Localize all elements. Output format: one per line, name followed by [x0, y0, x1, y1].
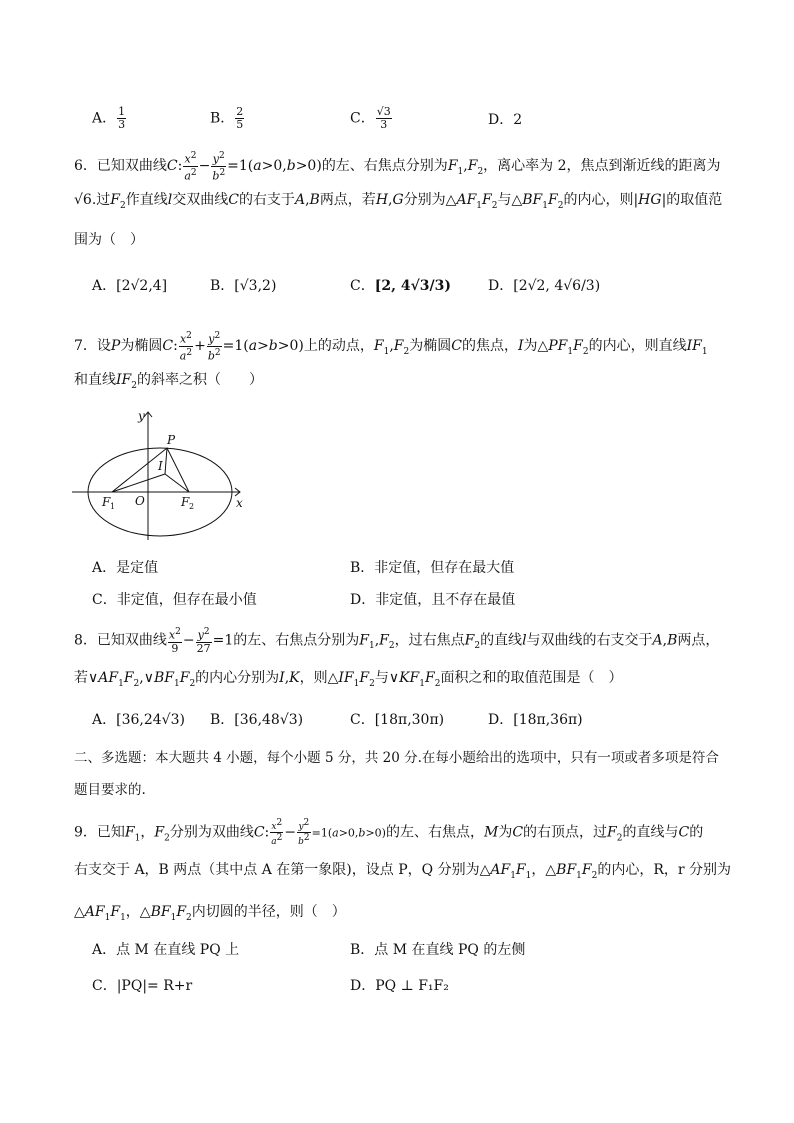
q5-b-denominator: 5 [236, 118, 244, 131]
q8-line-2: 若$\vee AF_1F_2,\vee BF_1F_2$的内心分别为I,K，则$\triangle IF_1F_2$与$\vee KF_1F_2$面积之和的取值范围是（ ） [74, 670, 623, 689]
q7-text-c: 上的动点， [303, 338, 374, 355]
q8-option-c-label: C． [350, 712, 375, 728]
q9-line-3: $\triangle AF_1F_1$，$\triangle BF_1F_2$内切圆的半径，则（ ） [74, 904, 346, 923]
q7-option-c[interactable]: C．非定值，但存在最小值 [92, 592, 257, 608]
ellipse-figure [72, 408, 252, 543]
q5-option-b-fraction [235, 106, 244, 131]
label-f1: F [102, 495, 111, 509]
q9-line-1: 9．已知$F_1$，$F_2$分别为双曲线C: $\frac{x^2}{a^2}$ − $\frac{y^2}{b^2}$ =1(a>0,b>0)的左、右焦点，M为C的右顶点，过$F_2$的直线与C的 [74, 818, 704, 847]
q6-option-c-value: [2, 4√3/3) [374, 278, 451, 294]
q9-text-e: 为 [498, 824, 513, 841]
q5-option-d[interactable]: D．2 [488, 112, 523, 128]
q6-option-d[interactable] [488, 276, 600, 296]
q6-text-j: 的取值范 [666, 192, 723, 208]
q6-distance-value: √6 [74, 192, 92, 208]
q8-option-a-label: A． [92, 712, 117, 728]
label-p: P [167, 433, 176, 447]
q6-text-f: 两点，若 [319, 192, 376, 208]
triangle-pf1f2 [112, 448, 189, 492]
q7-text-d: 为椭圆 [409, 338, 452, 355]
q7-text-h: 和直线 [74, 372, 116, 388]
q6-option-b-label: B． [210, 278, 235, 294]
q8-option-d[interactable] [488, 710, 583, 730]
q8-option-a-value: [36,24√3) [116, 712, 185, 728]
segment-f1-i [112, 474, 165, 492]
q6-text-i: 的内心，则 [563, 192, 634, 208]
q5-c-numerator: √3 [376, 105, 391, 118]
label-x: x [236, 496, 243, 510]
label-y: y [138, 409, 145, 423]
q6-text-c: 作直线 [125, 192, 168, 208]
q8-text-c: ，过右焦点 [394, 632, 465, 649]
segment-i-p [165, 448, 167, 474]
q6-intro: 6．已知双曲线 [74, 158, 167, 175]
q9-option-a[interactable]: A．点 M 在直线 PQ 上 [92, 942, 240, 958]
q9-text-j: ， [531, 862, 546, 878]
q8-text-b: 的左、右焦点分别为 [233, 632, 360, 649]
q9-text-g: 的直线与 [622, 824, 679, 841]
q8-text-g: 若 [74, 670, 88, 686]
q7-text-f: 为 [523, 338, 538, 355]
q7-line-2: 和直线$IF_2$的斜率之积（ ） [74, 372, 263, 391]
q6-text-b: .过 [91, 192, 111, 208]
q5-option-a-fraction [117, 106, 126, 131]
q8-text-a: 8．已知双曲线 [74, 632, 167, 649]
q6-option-a-value: [2√2,4] [116, 278, 168, 294]
q9-text-b: ， [140, 824, 155, 841]
q8-option-d-value: [18π,36π) [513, 712, 583, 728]
q8-text-f: 两点， [677, 632, 720, 649]
q9-text-k: 的内心，R，r 分别为 [597, 862, 732, 878]
q7-text-i: 的斜率之积（ ） [136, 372, 263, 388]
q9-option-b[interactable]: B．点 M 在直线 PQ 的左侧 [350, 942, 526, 958]
q6-eccentricity-text: ，离心率为 2，焦点到渐近线的距离为 [483, 158, 721, 175]
q8-line-1: 8．已知双曲线 $\frac{x^2}{9}$ − $\frac{y^2}{27}$ =1的左、右焦点分别为$F_1,F_2$，过右焦点$F_2$的直线l与双曲线的右支交于A,B两点， [74, 627, 720, 655]
q8-option-b-value: [36,48√3) [234, 712, 304, 728]
q6-option-b[interactable] [210, 276, 276, 296]
q5-option-a-label: A． [92, 110, 117, 127]
q7-option-b[interactable]: B．非定值，但存在最大值 [350, 560, 515, 576]
q5-option-c-fraction [376, 106, 392, 131]
label-f2: F [181, 495, 190, 509]
q8-text-d: 的直线 [480, 632, 523, 649]
q5-option-b-label: B． [210, 110, 235, 127]
label-i: I [158, 459, 163, 473]
q5-a-numerator: 1 [118, 105, 126, 118]
q9-text-l: ， [125, 904, 140, 920]
q6-line-3: 围为（ ） [74, 232, 144, 248]
q6-line-1: 6．已知双曲线C: $\frac{x^2}{a^2}$ − $\frac{y^2}{b^2}$ =1(a>0,b>0)的左、右焦点分别为$F_1,F_2$，离心率为 2，焦点到渐近线的距离为 [74, 151, 721, 183]
section-2-heading-cont: 题目要求的. [74, 782, 146, 798]
q9-option-c[interactable]: C．|PQ|= R+r [92, 978, 193, 994]
q7-line-1: 7．设P为椭圆C: $\frac{x^2}{a^2}$ + $\frac{y^2}{b^2}$ =1(a>b>0)上的动点，$F_1,F_2$为椭圆C的焦点，I为$\triangle PF_1F_2$的内心，则直线$IF_1$ [74, 331, 708, 363]
q9-option-d[interactable]: D．PQ ⊥ F₁F₂ [350, 978, 449, 994]
q6-line-2: √6.过$F_2$作直线l交双曲线C的右支于A,B两点，若H,G分别为$\triangle AF_1F_2$与$\triangle BF_1F_2$的内心，则|HG|的取值范 [74, 192, 723, 211]
q6-option-a[interactable] [92, 276, 167, 296]
q6-text-d: 交双曲线 [172, 192, 229, 208]
q9-text-h: 的 [689, 824, 704, 841]
q7-option-d[interactable]: D．非定值，且不存在最值 [350, 592, 516, 608]
q9-text-d: 的左、右焦点， [385, 824, 484, 841]
segment-i-f2 [165, 474, 189, 492]
q7-text-b: 为椭圆 [120, 338, 163, 355]
q5-option-b[interactable] [210, 106, 245, 131]
label-o: O [135, 494, 145, 508]
q6-option-b-value: [√3,2) [234, 278, 277, 294]
q7-option-a[interactable]: A．是定值 [92, 560, 159, 576]
q5-a-denominator: 3 [118, 118, 126, 131]
q6-text-e: 的右支于 [238, 192, 295, 208]
section-2-heading: 二、多选题：本大题共 4 小题，每个小题 5 分，共 20 分.在每小题给出的选项中，只有一项或者多项是符合 [74, 750, 719, 766]
q8-option-c-value: [18π,30π) [374, 712, 445, 728]
q8-option-c[interactable] [350, 710, 444, 730]
q8-option-a[interactable] [92, 710, 185, 730]
q6-option-a-label: A． [92, 278, 117, 294]
q7-text-a: 7．设 [74, 338, 111, 355]
q6-text-g: 分别为 [403, 192, 446, 208]
q6-option-d-value: [2√2, 4√6/3) [513, 278, 601, 294]
label-f2-sub: 2 [189, 502, 195, 511]
q5-option-a[interactable] [92, 106, 127, 131]
q8-text-j: 面积之和的取值范围是（ ） [440, 670, 623, 686]
q5-option-c[interactable] [350, 106, 393, 131]
q6-foci-text: 的左、右焦点分别为 [321, 158, 448, 175]
q6-option-d-label: D． [488, 278, 514, 294]
q9-text-a: 9．已知 [74, 824, 125, 841]
q5-b-numerator: 2 [236, 105, 244, 118]
q9-text-m: 内切圆的半径，则（ ） [191, 904, 346, 920]
q8-option-b-label: B． [210, 712, 235, 728]
q5-c-denominator: 3 [380, 118, 388, 131]
q8-option-b[interactable] [210, 710, 303, 730]
q8-text-h: 的内心分别为 [195, 670, 280, 686]
q8-text-i: ，则 [299, 670, 328, 686]
q8-text-e: 与双曲线的右支交于 [526, 632, 653, 649]
q5-option-c-label: C． [350, 110, 375, 127]
q6-option-c[interactable] [350, 276, 451, 296]
q6-text-h: 与 [497, 192, 512, 208]
q9-text-c: 分别为双曲线 [169, 824, 254, 841]
q9-line-2: 右支交于 A，B 两点（其中点 A 在第一象限)，设点 P，Q 分别为$\triangle AF_1F_1$，$\triangle BF_1F_2$的内心，R，r 分别为 [74, 862, 732, 881]
q9-text-f: 的右顶点，过 [523, 824, 608, 841]
q9-text-i: 右支交于 A，B 两点（其中点 A 在第一象限)，设点 P，Q 分别为 [74, 862, 480, 878]
q6-option-c-label: C． [350, 278, 375, 294]
q7-text-e: 的焦点， [461, 338, 518, 355]
q7-text-g: 的内心，则直线 [588, 338, 687, 355]
label-f1-sub: 1 [110, 502, 116, 511]
q8-option-d-label: D． [488, 712, 514, 728]
